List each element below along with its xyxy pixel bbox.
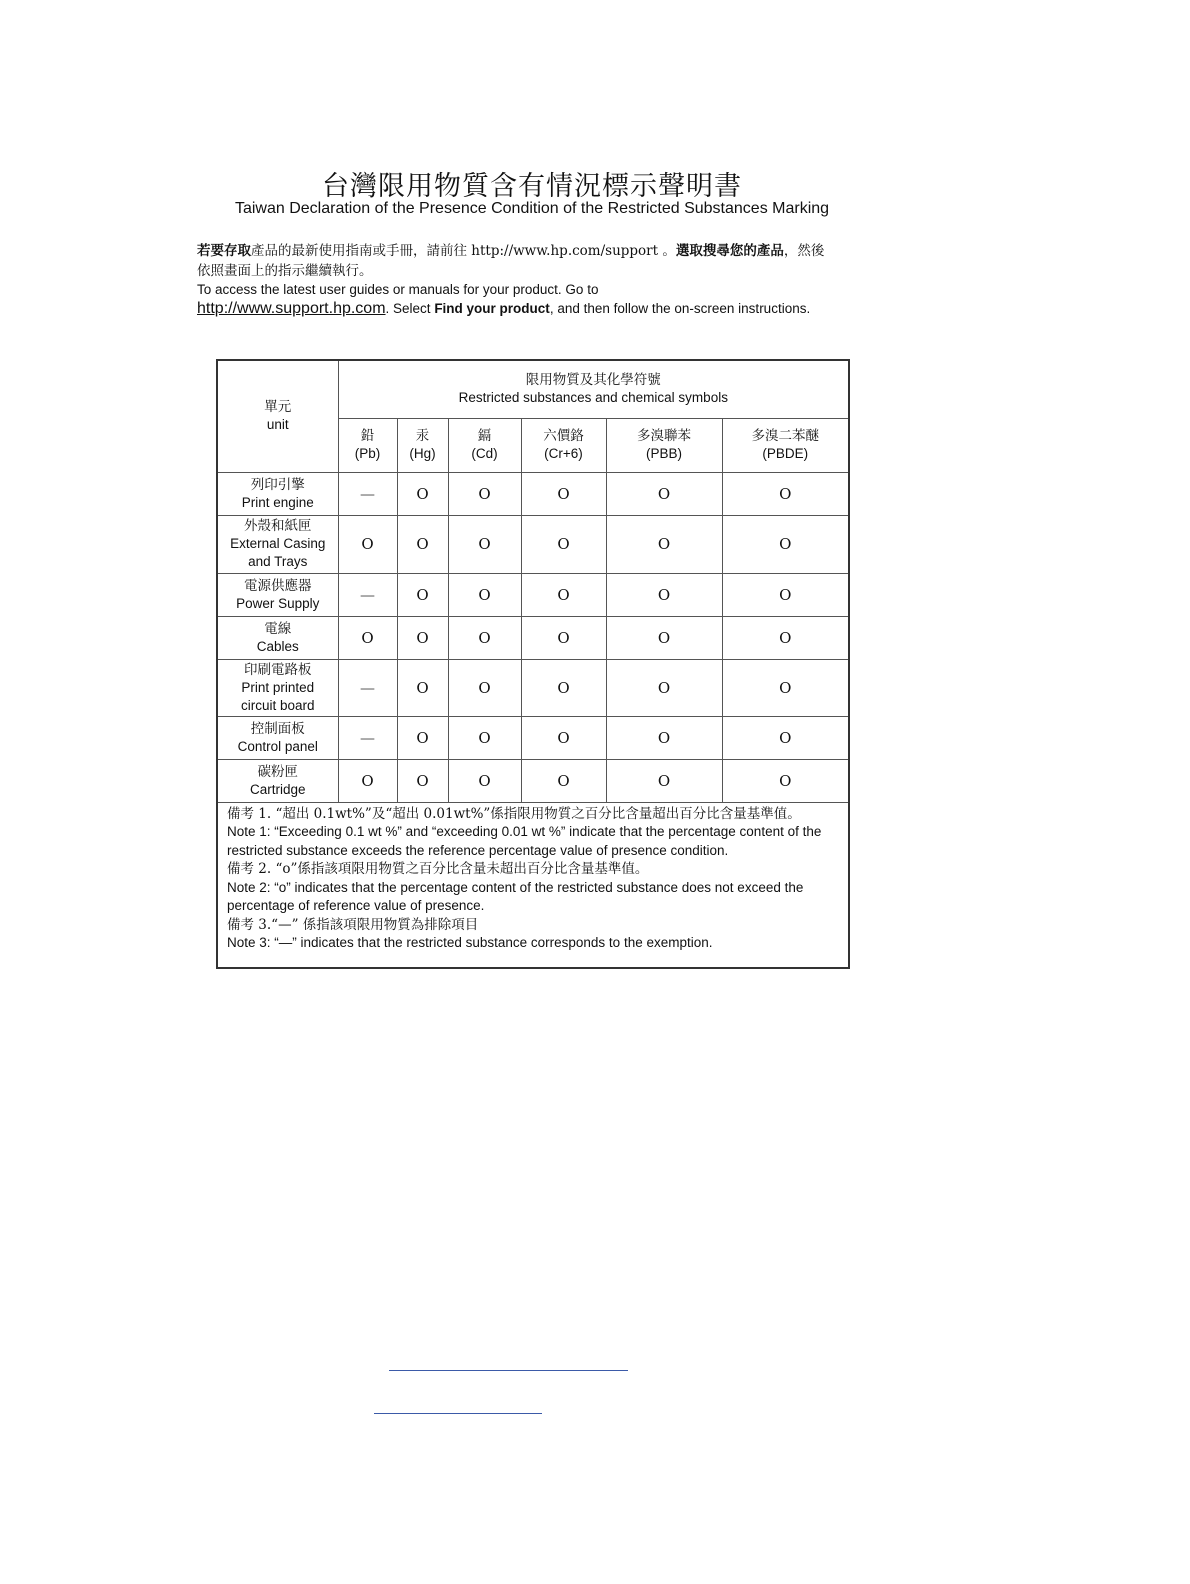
substance-mark-cell: O <box>521 573 606 616</box>
column-header-zh: 汞 <box>415 428 430 444</box>
substance-mark-cell: O <box>448 716 521 759</box>
note-line: Note 2: “o” indicates that the percentage content of the restricted substance does not exceed the percentage of reference value of presence. <box>227 879 804 913</box>
table-row <box>217 759 849 802</box>
group-header-en: Restricted substances and chemical symbols <box>458 390 728 406</box>
substance-mark-cell: O <box>448 616 521 659</box>
substance-mark-cell: O <box>397 616 448 659</box>
column-header-symbol: (Hg) <box>409 446 436 461</box>
substance-mark-cell: O <box>606 472 722 515</box>
substance-mark-cell: O <box>448 759 521 802</box>
row-unit-en: Power Supply <box>236 595 320 611</box>
intro-en <box>197 280 877 318</box>
substance-mark-cell: O <box>722 759 849 802</box>
substance-mark-cell: O <box>722 472 849 515</box>
row-unit-cell <box>217 616 338 659</box>
substance-mark-cell: O <box>606 659 722 716</box>
note-line: 備考 1. “超出 0.1wt%”及“超出 0.01wt%”係指限用物質之百分比含量超出百分比含量基準值。 <box>227 805 801 822</box>
substance-mark-cell: O <box>606 716 722 759</box>
row-unit-zh: 電源供應器 <box>244 577 312 594</box>
substance-mark-cell: O <box>397 659 448 716</box>
substance-mark-cell: O <box>397 716 448 759</box>
note-line: 備考 3.“—” 係指該項限用物質為排除項目 <box>227 916 479 933</box>
substance-mark-cell: O <box>521 716 606 759</box>
substance-mark-cell: O <box>606 616 722 659</box>
table-row <box>217 573 849 616</box>
table-notes <box>217 802 849 968</box>
substance-mark-cell: O <box>521 616 606 659</box>
row-unit-cell <box>217 472 338 515</box>
column-header-symbol: (PBDE) <box>762 446 809 461</box>
column-header <box>606 418 722 472</box>
blank-link-line-1 <box>389 1370 628 1371</box>
column-header <box>521 418 606 472</box>
substance-mark-cell: O <box>722 515 849 573</box>
row-unit-en: Print printed circuit board <box>240 679 315 713</box>
column-header-zh: 鉛 <box>360 428 375 444</box>
intro-zh-line2: 依照畫面上的指示繼續執行。 <box>197 263 373 279</box>
substance-mark-cell: — <box>338 659 397 716</box>
substance-mark-cell: O <box>606 573 722 616</box>
substance-mark-cell: O <box>338 515 397 573</box>
row-unit-cell <box>217 659 338 716</box>
substance-mark-cell: O <box>338 616 397 659</box>
substance-mark-cell: — <box>338 716 397 759</box>
substance-mark-cell: O <box>521 659 606 716</box>
unit-header <box>217 360 338 472</box>
row-unit-en: External Casing and Trays <box>230 536 326 569</box>
column-header-symbol: (PBB) <box>645 446 682 461</box>
column-header-symbol: (Cr+6) <box>544 446 583 461</box>
restricted-substances-table <box>216 359 850 969</box>
table-row <box>217 659 849 716</box>
substance-mark-cell: O <box>521 515 606 573</box>
substance-mark-cell: O <box>448 659 521 716</box>
group-header-zh: 限用物質及其化學符號 <box>525 372 661 389</box>
substance-mark-cell: — <box>338 472 397 515</box>
substance-mark-cell: O <box>338 759 397 802</box>
intro-en-bold: Find your product <box>434 301 550 316</box>
intro-zh-text-1: 產品的最新使用指南或手冊，請前往 http://www.hp.com/support 。 <box>251 243 676 259</box>
column-header-symbol: (Cd) <box>471 446 498 461</box>
row-unit-en: Control panel <box>237 738 318 754</box>
table-row <box>217 472 849 515</box>
intro-zh-bold-2: 選取搜尋您的產品 <box>675 243 784 259</box>
column-header <box>448 418 521 472</box>
intro-zh-text-2: ，然後 <box>783 243 825 259</box>
substance-mark-cell: O <box>606 515 722 573</box>
row-unit-zh: 列印引擎 <box>250 476 305 493</box>
column-header <box>338 418 397 472</box>
column-header <box>397 418 448 472</box>
intro-en-rest: , and then follow the on-screen instructions. <box>549 301 811 316</box>
row-unit-zh: 外殼和紙匣 <box>244 518 312 534</box>
substances-group-header <box>338 360 849 418</box>
substance-mark-cell: O <box>448 472 521 515</box>
column-header-zh: 多溴聯苯 <box>637 428 691 444</box>
table-body <box>217 472 849 802</box>
unit-header-en: unit <box>266 417 289 433</box>
note-line: 備考 2. “o”係指該項限用物質之百分比含量未超出百分比含量基準值。 <box>227 861 649 877</box>
substance-mark-cell: O <box>397 573 448 616</box>
row-unit-zh: 印刷電路板 <box>244 661 312 678</box>
document-title-zh: 台灣限用物質含有情況標示聲明書 <box>322 171 742 202</box>
substance-mark-cell: O <box>722 616 849 659</box>
row-unit-zh: 碳粉匣 <box>257 763 298 780</box>
unit-header-zh: 單元 <box>264 399 292 416</box>
note-line: Note 3: “—” indicates that the restricted substance corresponds to the exemption. <box>227 935 713 950</box>
column-header-zh: 多溴二苯醚 <box>751 428 820 444</box>
support-link[interactable]: http://www.support.hp.com <box>197 300 386 317</box>
note-line: Note 1: “Exceeding 0.1 wt %” and “exceeding 0.01 wt %” indicate that the percentage content of the restricted substance exceeds the reference percentage value of presence condition. <box>227 824 822 858</box>
table-row <box>217 515 849 573</box>
row-unit-cell <box>217 716 338 759</box>
row-unit-cell <box>217 515 338 573</box>
blank-link-line-2 <box>374 1413 542 1414</box>
row-unit-zh: 電線 <box>264 620 292 637</box>
table-row <box>217 616 849 659</box>
substance-mark-cell: O <box>722 573 849 616</box>
column-header <box>722 418 849 472</box>
row-unit-en: Print engine <box>241 494 314 510</box>
substance-mark-cell: O <box>521 759 606 802</box>
substance-mark-cell: — <box>338 573 397 616</box>
intro-zh <box>197 241 877 281</box>
substance-mark-cell: O <box>722 659 849 716</box>
column-header-symbol: (Pb) <box>354 446 381 461</box>
substance-mark-cell: O <box>397 472 448 515</box>
substance-mark-cell: O <box>722 716 849 759</box>
row-unit-zh: 控制面板 <box>250 720 305 737</box>
substance-mark-cell: O <box>606 759 722 802</box>
substance-mark-cell: O <box>397 759 448 802</box>
document-title-en: Taiwan Declaration of the Presence Condition of the Restricted Substances Marking <box>234 200 830 217</box>
row-unit-en: Cables <box>256 638 299 654</box>
column-header-zh: 鎘 <box>477 428 492 444</box>
table-row <box>217 716 849 759</box>
substance-mark-cell: O <box>448 515 521 573</box>
intro-zh-bold-1: 若要存取 <box>197 243 251 259</box>
substance-mark-cell: O <box>448 573 521 616</box>
column-header-zh: 六價鉻 <box>543 428 584 444</box>
substance-mark-cell: O <box>397 515 448 573</box>
intro-en-line1: To access the latest user guides or manuals for your product. Go to <box>197 282 599 297</box>
row-unit-cell <box>217 759 338 802</box>
row-unit-cell <box>217 573 338 616</box>
intro-en-select: . Select <box>385 301 435 316</box>
substance-mark-cell: O <box>521 472 606 515</box>
row-unit-en: Cartridge <box>249 781 306 797</box>
